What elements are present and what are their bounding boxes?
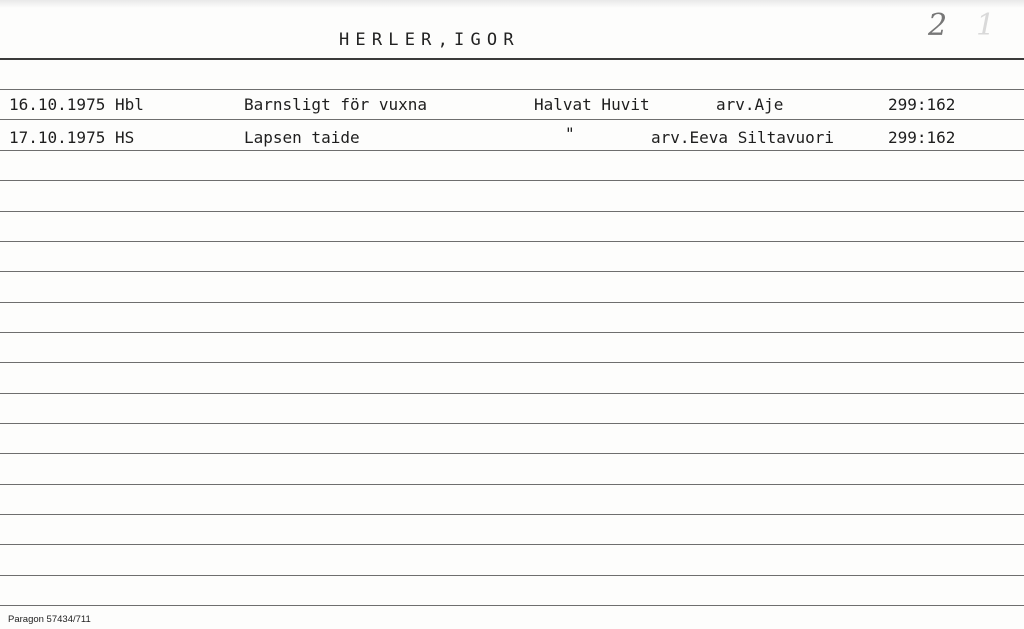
card-top-edge: [0, 0, 1024, 8]
ruled-line: [0, 211, 1024, 212]
ruled-line: [0, 180, 1024, 181]
ruled-line: [0, 484, 1024, 485]
ruled-line: [0, 271, 1024, 272]
entry-ref: 299:162: [888, 95, 956, 114]
entry-reviewer: arv.Aje: [716, 95, 784, 114]
heading-rule: [0, 58, 1024, 60]
ruled-line: [0, 453, 1024, 454]
ruled-line: [0, 302, 1024, 303]
ruled-line: [0, 332, 1024, 333]
entry-title: Barnsligt för vuxna: [244, 95, 428, 114]
entry-title: Lapsen taide: [244, 128, 360, 147]
card-number: 2: [928, 8, 948, 43]
entry-ref: 299:162: [888, 128, 956, 147]
ruled-line: [0, 514, 1024, 515]
ruled-line: [0, 544, 1024, 545]
entry-reviewer: arv.Eeva Siltavuori: [651, 128, 835, 147]
entry-work: Halvat Huvit: [534, 95, 650, 114]
ruled-line: [0, 119, 1024, 120]
ruled-line: [0, 605, 1024, 606]
card-footer: Paragon 57434/711: [8, 614, 91, 625]
ruled-line: [0, 575, 1024, 576]
card-number-faded: 1: [976, 8, 996, 43]
card-heading: HERLER,IGOR: [339, 30, 520, 50]
entry-date-source: 16.10.1975 Hbl: [9, 95, 144, 114]
ruled-line: [0, 393, 1024, 394]
ruled-line: [0, 423, 1024, 424]
ruled-line: [0, 241, 1024, 242]
ruled-line: [0, 362, 1024, 363]
ruled-line: [0, 89, 1024, 90]
entry-work-ditto: ": [565, 124, 575, 143]
entry-date-source: 17.10.1975 HS: [9, 128, 135, 147]
ruled-line: [0, 150, 1024, 151]
